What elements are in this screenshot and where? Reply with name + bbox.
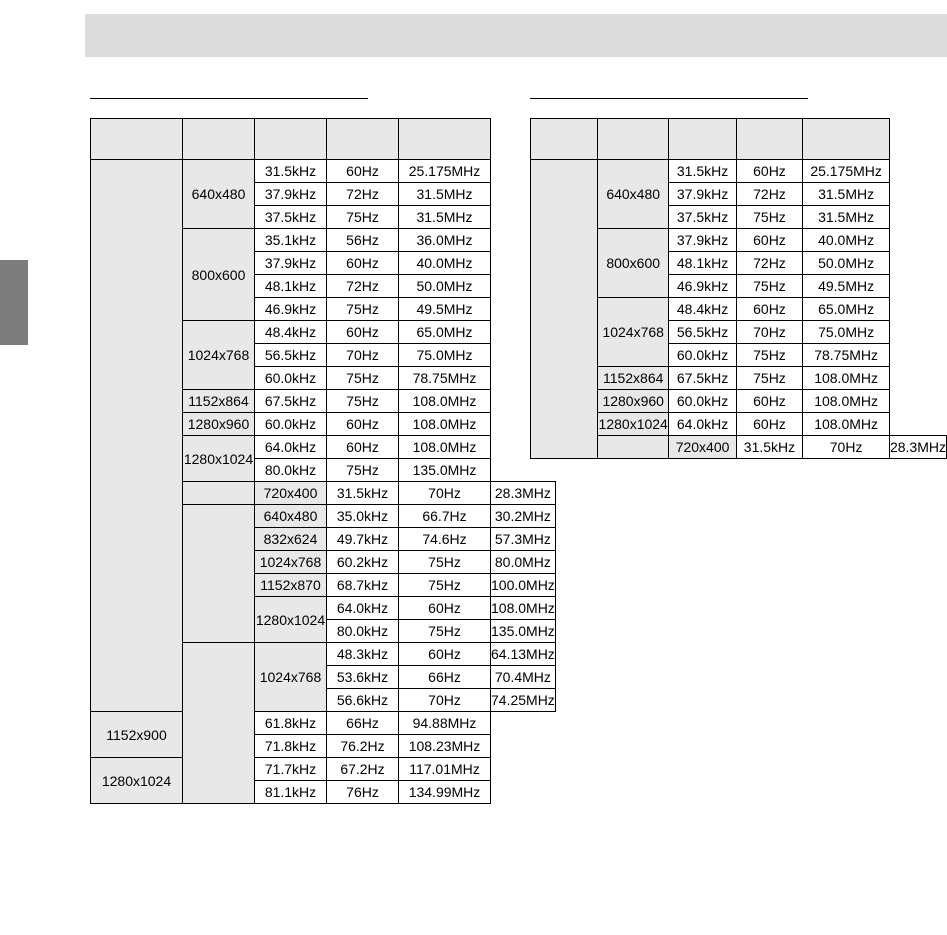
clock-cell: 65.0MHz [803,298,890,321]
right-section-rule [530,98,808,99]
clock-cell: 94.88MHz [399,712,491,735]
vfreq-cell: 72Hz [736,183,803,206]
clock-cell: 57.3MHz [491,528,556,551]
signal-group-cell [183,643,255,804]
vfreq-cell: 74.6Hz [399,528,491,551]
clock-cell: 135.0MHz [399,459,491,482]
hfreq-cell: 37.5kHz [669,206,736,229]
vfreq-cell: 70Hz [399,482,491,505]
vfreq-cell: 75Hz [327,298,399,321]
hfreq-cell: 71.7kHz [255,758,327,781]
vfreq-cell: 70Hz [327,344,399,367]
resolution-cell: 640x480 [597,160,669,229]
hfreq-cell: 60.0kHz [255,367,327,390]
vfreq-cell: 75Hz [327,390,399,413]
vfreq-cell: 60Hz [327,413,399,436]
hfreq-cell: 37.9kHz [255,183,327,206]
hfreq-cell: 64.0kHz [255,436,327,459]
hfreq-cell: 56.5kHz [255,344,327,367]
clock-cell: 74.25MHz [491,689,556,712]
hfreq-cell: 60.2kHz [327,551,399,574]
vfreq-cell: 60Hz [327,436,399,459]
vfreq-cell: 75Hz [736,275,803,298]
signal-group-cell [183,505,255,643]
vfreq-cell: 75Hz [736,344,803,367]
vfreq-cell: 70Hz [399,689,491,712]
hfreq-cell: 56.6kHz [327,689,399,712]
resolution-cell: 1152x870 [255,574,327,597]
clock-cell: 25.175MHz [399,160,491,183]
table-header-row [91,119,556,160]
clock-cell: 117.01MHz [399,758,491,781]
hfreq-cell: 48.4kHz [255,321,327,344]
table-row [531,160,947,183]
left-section-rule [90,98,368,99]
vfreq-cell: 66Hz [327,712,399,735]
table-row [91,712,556,735]
vfreq-cell: 60Hz [736,298,803,321]
vfreq-cell: 66Hz [399,666,491,689]
vfreq-cell: 67.2Hz [327,758,399,781]
clock-cell: 31.5MHz [803,183,890,206]
hfreq-cell: 37.5kHz [255,206,327,229]
vfreq-cell: 70Hz [803,436,890,459]
clock-cell: 108.23MHz [399,735,491,758]
vfreq-cell: 60Hz [399,597,491,620]
clock-cell: 108.0MHz [399,390,491,413]
vfreq-cell: 72Hz [327,183,399,206]
resolution-cell: 640x480 [183,160,255,229]
hfreq-cell: 31.5kHz [736,436,803,459]
hfreq-cell: 60.0kHz [255,413,327,436]
clock-cell: 78.75MHz [803,344,890,367]
vfreq-cell: 72Hz [736,252,803,275]
column-header [255,119,327,160]
vfreq-cell: 75Hz [327,367,399,390]
clock-cell: 75.0MHz [399,344,491,367]
vfreq-cell: 76.2Hz [327,735,399,758]
vfreq-cell: 75Hz [736,206,803,229]
column-header [91,119,183,160]
column-header [669,119,736,160]
hfreq-cell: 31.5kHz [669,160,736,183]
vfreq-cell: 60Hz [327,160,399,183]
vfreq-cell: 76Hz [327,781,399,804]
resolution-cell: 1280x1024 [255,597,327,643]
hfreq-cell: 67.5kHz [669,367,736,390]
clock-cell: 28.3MHz [491,482,556,505]
clock-cell: 49.5MHz [803,275,890,298]
clock-cell: 31.5MHz [399,183,491,206]
hfreq-cell: 48.3kHz [327,643,399,666]
resolution-cell: 1152x864 [183,390,255,413]
clock-cell: 135.0MHz [491,620,556,643]
resolution-cell: 1024x768 [255,643,327,712]
timing-table-left-body [91,119,556,804]
hfreq-cell: 49.7kHz [327,528,399,551]
hfreq-cell: 67.5kHz [255,390,327,413]
resolution-cell: 800x600 [597,229,669,298]
hfreq-cell: 71.8kHz [255,735,327,758]
clock-cell: 70.4MHz [491,666,556,689]
clock-cell: 80.0MHz [491,551,556,574]
hfreq-cell: 35.1kHz [255,229,327,252]
resolution-cell: 832x624 [255,528,327,551]
column-header [803,119,890,160]
resolution-cell: 800x600 [183,229,255,321]
hfreq-cell: 37.9kHz [255,252,327,275]
vfreq-cell: 60Hz [399,643,491,666]
vfreq-cell: 60Hz [736,413,803,436]
column-header [183,119,255,160]
hfreq-cell: 80.0kHz [327,620,399,643]
vfreq-cell: 75Hz [327,459,399,482]
hfreq-cell: 80.0kHz [255,459,327,482]
table-row [91,160,556,183]
clock-cell: 36.0MHz [399,229,491,252]
vfreq-cell: 72Hz [327,275,399,298]
resolution-cell: 720x400 [669,436,736,459]
column-header [597,119,669,160]
hfreq-cell: 60.0kHz [669,344,736,367]
hfreq-cell: 56.5kHz [669,321,736,344]
clock-cell: 28.3MHz [889,436,946,459]
vfreq-cell: 60Hz [327,252,399,275]
resolution-cell: 1024x768 [255,551,327,574]
table-row [91,758,556,781]
clock-cell: 40.0MHz [399,252,491,275]
clock-cell: 108.0MHz [399,413,491,436]
clock-cell: 31.5MHz [803,206,890,229]
column-header [327,119,399,160]
signal-group-cell [183,482,255,505]
vfreq-cell: 60Hz [327,321,399,344]
resolution-cell: 1152x900 [91,712,183,758]
vfreq-cell: 75Hz [736,367,803,390]
vfreq-cell: 56Hz [327,229,399,252]
clock-cell: 65.0MHz [399,321,491,344]
timing-table-right-body [531,119,947,459]
clock-cell: 50.0MHz [803,252,890,275]
column-header [531,119,598,160]
resolution-cell: 1280x1024 [597,413,669,436]
hfreq-cell: 48.1kHz [669,252,736,275]
hfreq-cell: 48.1kHz [255,275,327,298]
signal-group-cell [91,160,183,712]
column-header [736,119,803,160]
resolution-cell: 640x480 [255,505,327,528]
timing-table-left [90,118,556,804]
hfreq-cell: 46.9kHz [255,298,327,321]
column-header [399,119,491,160]
timing-table-right [530,118,947,459]
resolution-cell: 1024x768 [597,298,669,367]
resolution-cell: 1280x1024 [91,758,183,804]
clock-cell: 40.0MHz [803,229,890,252]
signal-group-cell [531,160,598,459]
hfreq-cell: 68.7kHz [327,574,399,597]
clock-cell: 100.0MHz [491,574,556,597]
resolution-cell: 720x400 [255,482,327,505]
vfreq-cell: 70Hz [736,321,803,344]
hfreq-cell: 53.6kHz [327,666,399,689]
clock-cell: 108.0MHz [491,597,556,620]
page-header-band [85,14,947,57]
vfreq-cell: 75Hz [399,551,491,574]
resolution-cell: 1280x960 [597,390,669,413]
clock-cell: 31.5MHz [399,206,491,229]
clock-cell: 108.0MHz [803,413,890,436]
vfreq-cell: 60Hz [736,390,803,413]
hfreq-cell: 81.1kHz [255,781,327,804]
vfreq-cell: 60Hz [736,229,803,252]
clock-cell: 25.175MHz [803,160,890,183]
clock-cell: 78.75MHz [399,367,491,390]
page-side-tab [0,260,28,345]
vfreq-cell: 60Hz [736,160,803,183]
vfreq-cell: 75Hz [327,206,399,229]
signal-group-cell [597,436,669,459]
hfreq-cell: 64.0kHz [327,597,399,620]
clock-cell: 30.2MHz [491,505,556,528]
clock-cell: 75.0MHz [803,321,890,344]
clock-cell: 49.5MHz [399,298,491,321]
table-header-row [531,119,947,160]
resolution-cell: 1152x864 [597,367,669,390]
hfreq-cell: 64.0kHz [669,413,736,436]
vfreq-cell: 75Hz [399,574,491,597]
hfreq-cell: 60.0kHz [669,390,736,413]
vfreq-cell: 75Hz [399,620,491,643]
hfreq-cell: 31.5kHz [327,482,399,505]
hfreq-cell: 61.8kHz [255,712,327,735]
resolution-cell: 1024x768 [183,321,255,390]
clock-cell: 108.0MHz [803,390,890,413]
resolution-cell: 1280x960 [183,413,255,436]
clock-cell: 50.0MHz [399,275,491,298]
vfreq-cell: 66.7Hz [399,505,491,528]
hfreq-cell: 35.0kHz [327,505,399,528]
hfreq-cell: 48.4kHz [669,298,736,321]
clock-cell: 134.99MHz [399,781,491,804]
hfreq-cell: 37.9kHz [669,229,736,252]
clock-cell: 108.0MHz [399,436,491,459]
hfreq-cell: 46.9kHz [669,275,736,298]
hfreq-cell: 37.9kHz [669,183,736,206]
resolution-cell: 1280x1024 [183,436,255,482]
clock-cell: 64.13MHz [491,643,556,666]
clock-cell: 108.0MHz [803,367,890,390]
hfreq-cell: 31.5kHz [255,160,327,183]
